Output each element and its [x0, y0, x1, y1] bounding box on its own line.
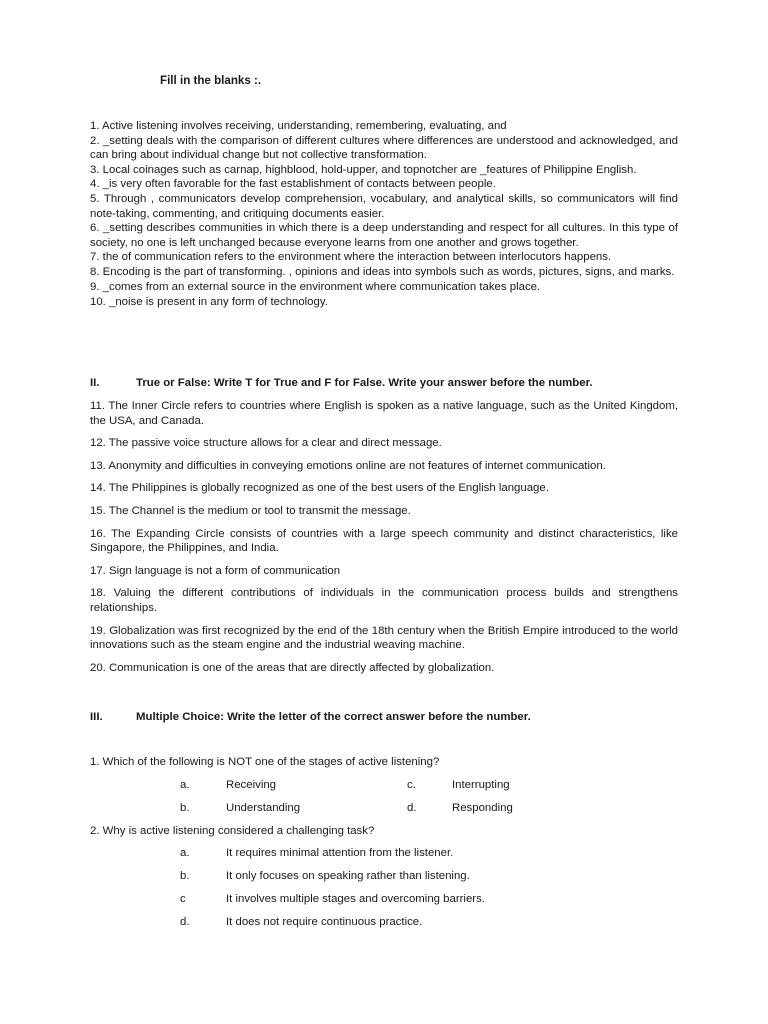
- fill-blank-item: 7. the of communication refers to the environment where the interaction between interlocutors happens.: [90, 251, 612, 264]
- true-false-item: 17. Sign language is not a form of communication: [90, 564, 341, 577]
- option-text: It only focuses on speaking rather than listening.: [226, 870, 470, 882]
- true-false-item: 13. Anonymity and difficulties in conveying emotions online are not features of internet communication.: [90, 459, 606, 472]
- option-letter: c.: [407, 779, 416, 791]
- option-letter: a.: [180, 847, 190, 859]
- true-false-item: 19. Globalization was first recognized by the end of the 18th century when the British Empire introduced to the world innovations such as the steam engine and the industrial weaving machine.: [90, 624, 678, 652]
- mc-option-row: [180, 892, 700, 907]
- section-2-heading: [90, 376, 593, 391]
- page-title: Fill in the blanks :.: [160, 74, 262, 87]
- fill-blank-item: 4. _is very often favorable for the fast establishment of contacts between people.: [90, 178, 496, 191]
- option-letter: b.: [180, 870, 190, 882]
- option-letter: d.: [407, 802, 417, 814]
- option-letter: b.: [180, 802, 190, 814]
- fill-blank-item: 5. Through , communicators develop comprehension, vocabulary, and analytical skills, so communicators will find note-taking, commenting, and critiquing documents easier.: [90, 192, 678, 220]
- true-false-section: [90, 399, 678, 683]
- mc-option-row: [180, 915, 700, 930]
- option-text: Receiving: [226, 779, 277, 791]
- option-text: Responding: [452, 802, 513, 814]
- fill-blank-item: 2. _setting deals with the comparison of different cultures where differences are understood and acknowledged, and can bring about individual change but not collective transformation.: [90, 134, 678, 162]
- true-false-item: 20. Communication is one of the areas that are directly affected by globalization.: [90, 661, 495, 674]
- mc-option-row: [180, 801, 700, 816]
- true-false-item: 16. The Expanding Circle consists of countries with a large speech community and distinct characteristics, like Singapore, the Philippines, and India.: [90, 527, 678, 555]
- mc-question-2: 2. Why is active listening considered a challenging task?: [90, 825, 375, 837]
- true-false-item: 18. Valuing the different contributions of individuals in the communication process builds and strengthens relationships.: [90, 587, 678, 614]
- true-false-item: 15. The Channel is the medium or tool to transmit the message.: [90, 504, 411, 517]
- true-false-item: 14. The Philippines is globally recognized as one of the best users of the English language.: [90, 482, 549, 495]
- section-number: II.: [90, 377, 100, 389]
- mc-option-row: [180, 846, 700, 861]
- true-false-item: 12. The passive voice structure allows for a clear and direct message.: [90, 437, 442, 450]
- mc-option-row: [180, 869, 700, 884]
- fill-blank-item: 10. _noise is present in any form of technology.: [90, 296, 328, 309]
- section-title: True or False: Write T for True and F for False. Write your answer before the number.: [136, 377, 593, 389]
- fill-blank-item: 8. Encoding is the part of transforming. , opinions and ideas into symbols such as words, pictures, signs, and marks.: [90, 265, 675, 278]
- section-3-heading: [90, 710, 531, 725]
- option-letter: a.: [180, 779, 190, 791]
- option-text: Interrupting: [452, 779, 510, 791]
- option-text: It does not require continuous practice.: [226, 916, 423, 928]
- fill-blank-item: 6. _setting describes communities in which there is a deep understanding and respect for all cultures. In this type of society, no one is left unchanged because everyone learns from one another and grows together.: [90, 222, 678, 249]
- true-false-item: 11. The Inner Circle refers to countries where English is spoken as a native language, such as the United Kingdom, the USA, and Canada.: [90, 400, 678, 427]
- fill-blank-item: 3. Local coinages such as carnap, highblood, hold-upper, and topnotcher are _features of Philippine English.: [90, 163, 637, 176]
- mc-option-row: [180, 778, 700, 793]
- option-text: It requires minimal attention from the listener.: [226, 847, 454, 859]
- section-title: Multiple Choice: Write the letter of the correct answer before the number.: [136, 711, 531, 723]
- option-text: Understanding: [226, 802, 301, 814]
- mc-question-1: 1. Which of the following is NOT one of the stages of active listening?: [90, 756, 440, 768]
- fill-in-blanks-section: [90, 119, 678, 310]
- option-letter: c: [180, 893, 186, 905]
- fill-blank-item: 1. Active listening involves receiving, understanding, remembering, evaluating, and: [90, 120, 507, 132]
- option-letter: d.: [180, 916, 190, 928]
- fill-blank-item: 9. _comes from an external source in the environment where communication takes place.: [90, 280, 541, 293]
- section-number: III.: [90, 711, 103, 723]
- option-text: It involves multiple stages and overcoming barriers.: [226, 893, 485, 905]
